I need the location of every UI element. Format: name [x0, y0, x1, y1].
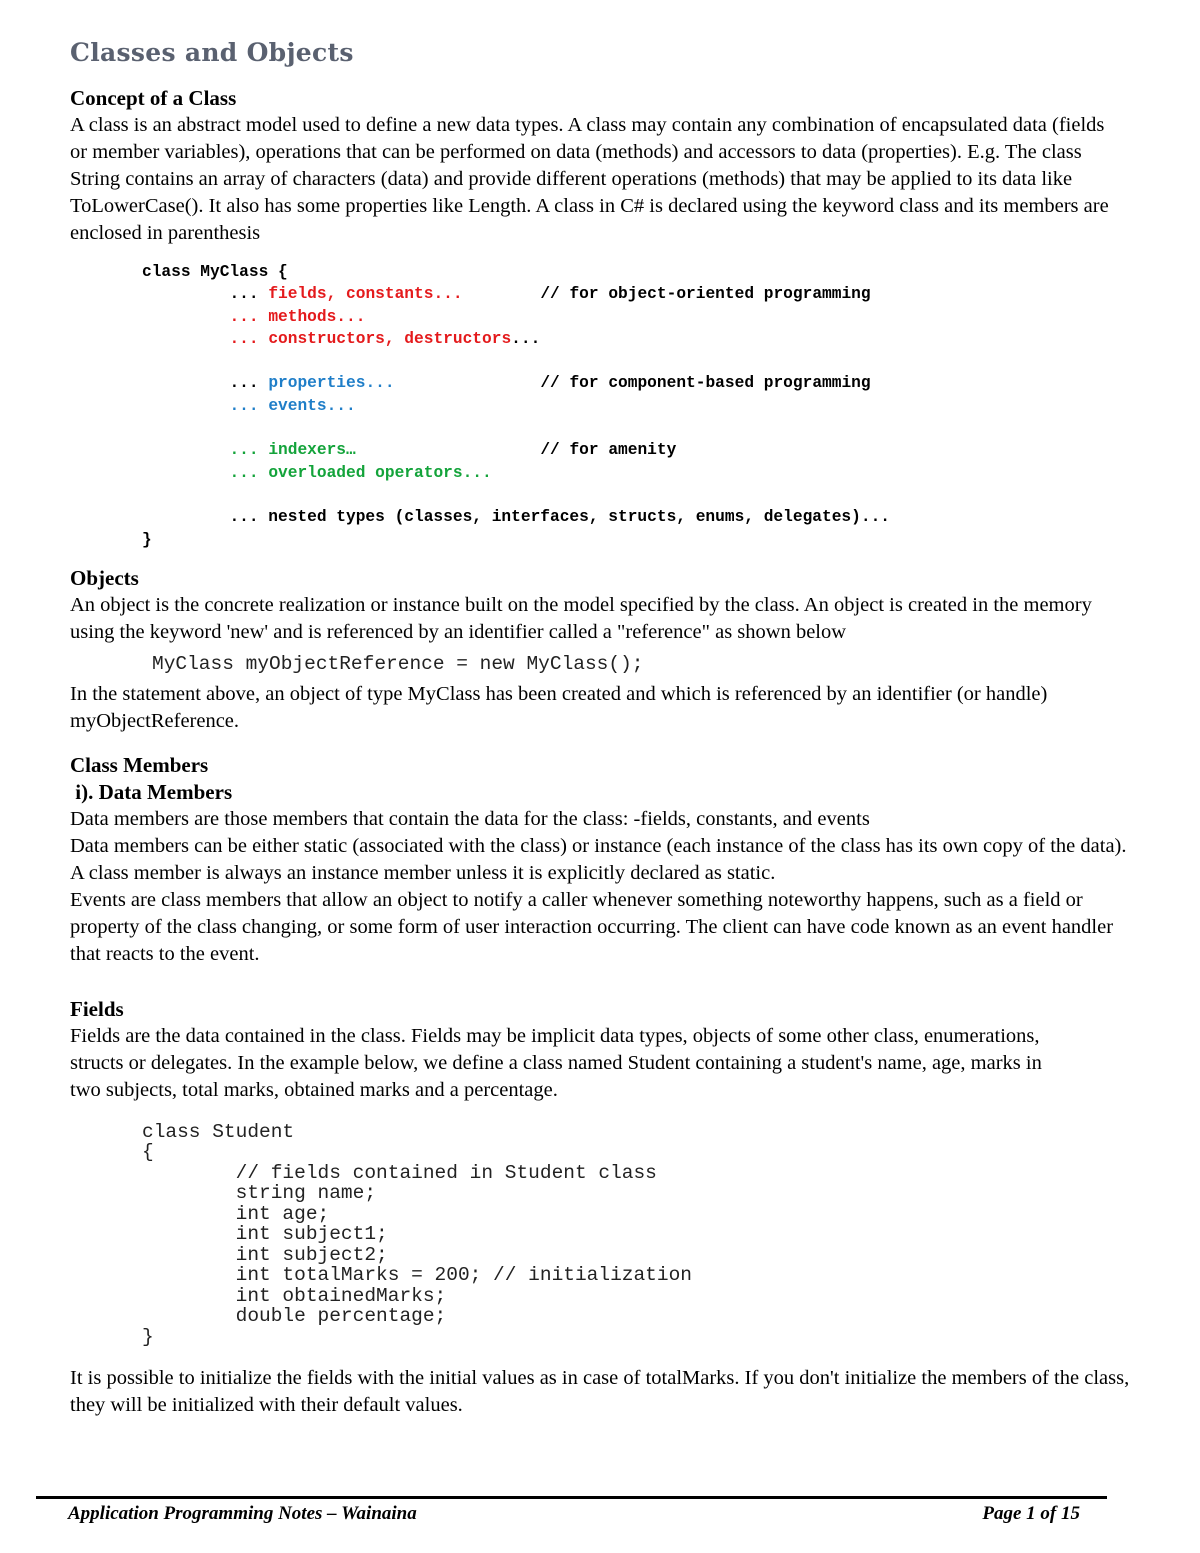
fields-paragraph: Fields are the data contained in the class. Fields may be implicit data types, objects of some other class, enumerations, structs or delegates. In the example below, we define a class named Student containing a student's name, age, marks in two subjects, total marks, obtained marks and a percentage.: [70, 1024, 1042, 1101]
code-comment-oop: // for object-oriented programming: [540, 285, 871, 304]
concept-paragraph: A class is an abstract model used to define a new data types. A class may contain any combination of encapsulated data (fields or member variables), operations that can be performed on data (methods) and accessors to data (properties). E.g. The class String contains an array of characters (data) and provide different operations (methods) that may be applied to its data like ToLowerCase(). It also has some properties like Length. A class in C# is declared using the keyword class and its members are enclosed in parenthesis: [70, 114, 1109, 244]
document-page: [70, 36, 1132, 1419]
data-members-heading: i). Data Members: [70, 779, 233, 804]
objects-heading: Objects: [70, 565, 139, 590]
code-class-open: class MyClass {: [142, 263, 288, 281]
code-indexers: indexers…: [268, 441, 356, 460]
code-operators: overloaded operators...: [268, 463, 492, 482]
code-comment-component: // for component-based programming: [540, 374, 871, 393]
code-nested-types: ... nested types (classes, interfaces, structs, enums, delegates)...: [229, 508, 890, 527]
fields-heading: Fields: [70, 996, 124, 1021]
concept-heading: Concept of a Class: [70, 86, 237, 110]
objects-paragraph: An object is the concrete realization or instance built on the model specified by the class. An object is created in the memory using the keyword 'new' and is referenced by an identifier called a "reference" as shown below: [70, 593, 1092, 643]
data-members-line-2: Data members can be either static (associated with the class) or instance (each instance of the class has its own copy of the data). A class member is always an instance member unless it is explicitly declared as static.: [70, 834, 1127, 884]
fields-paragraph-2: It is possible to initialize the fields with the initial values as in case of totalMarks. If you don't initialize the members of the class, they will be initialized with their default values.: [70, 1367, 1130, 1417]
code-events: events...: [268, 396, 356, 415]
footer-divider: [36, 1496, 1107, 1499]
class-syntax-code: class MyClass { ... fields, constants... // for object-oriented programming ... methods... ... constructors, destructors... ... properties... // for component-based programming ... events... ... indexers… // for amenity ... overloaded operators... ... nested types (classes, interfaces, structs, enums, delegates)... }: [142, 263, 890, 549]
objects-paragraph-2: In the statement above, an object of type MyClass has been created and which is referenced by an identifier (or handle) myObjectReference.: [70, 682, 1048, 732]
code-constructors: constructors, destructors: [268, 329, 512, 348]
footer-page-number: Page 1 of 15: [982, 1503, 1080, 1524]
code-comment-amenity: // for amenity: [540, 441, 677, 460]
code-methods: methods...: [268, 307, 366, 326]
student-class-code: class Student { // fields contained in Student class string name; int age; int subject1; int subject2; int totalMarks = 200; // initialization int obtainedMarks; double percentage; }: [142, 1120, 692, 1348]
code-properties: properties...: [268, 374, 395, 393]
page-title: Classes and Objects: [70, 38, 354, 67]
code-class-close: }: [142, 530, 152, 549]
footer-left-text: Application Programming Notes – Wainaina: [68, 1503, 417, 1524]
page-footer: [68, 1503, 1080, 1529]
data-members-line-3: Events are class members that allow an object to notify a caller whenever something noteworthy happens, such as a field or property of the class changing, or some form of user interaction occurring. The client can have code known as an event handler that reacts to the event.: [70, 888, 1114, 965]
code-fields: fields, constants...: [268, 285, 463, 304]
object-creation-code: MyClass myObjectReference = new MyClass();: [152, 652, 644, 675]
class-members-heading: Class Members: [70, 752, 209, 777]
data-members-line-1: Data members are those members that contain the data for the class: -fields, constants, and events: [70, 807, 870, 830]
